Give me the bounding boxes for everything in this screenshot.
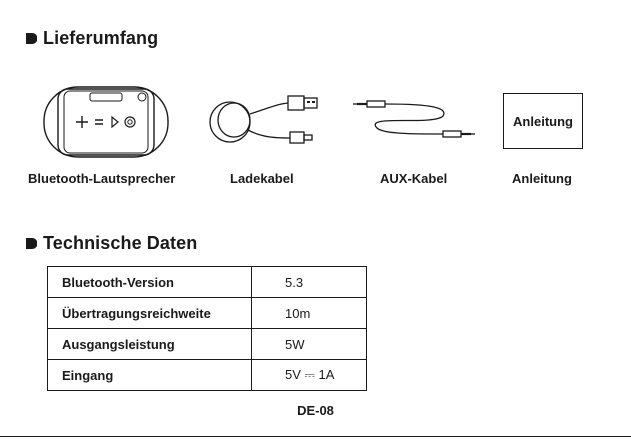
bullet-icon [26, 238, 37, 249]
spec-key: Eingang [48, 360, 252, 391]
spec-key: Bluetooth-Version [48, 267, 252, 298]
bullet-icon [26, 33, 37, 44]
spec-value: 5V ⎓ 1A [252, 360, 367, 391]
section-title-specs-text: Technische Daten [43, 233, 198, 253]
table-row [48, 298, 367, 329]
item-label-aux-cable: AUX-Kabel [380, 171, 448, 186]
speaker-icon [42, 85, 170, 159]
specs-table [47, 266, 367, 391]
section-title-scope [26, 28, 158, 49]
footer-divider [0, 436, 631, 437]
table-row [48, 360, 367, 391]
table-row [48, 329, 367, 360]
item-label-manual: Anleitung [512, 171, 572, 186]
item-label-charging-cable: Ladekabel [230, 171, 294, 186]
aux-cable-icon [353, 96, 475, 146]
spec-key: Übertragungsreichweite [48, 298, 252, 329]
manual-icon [503, 93, 583, 149]
table-row [48, 267, 367, 298]
spec-value: 5.3 [252, 267, 367, 298]
model-number: DE-08 [297, 403, 334, 418]
spec-value: 5W [252, 329, 367, 360]
item-label-speaker: Bluetooth-Lautsprecher [28, 171, 176, 186]
spec-value: 10m [252, 298, 367, 329]
usb-cable-icon [208, 92, 323, 152]
manual-box-text: Anleitung [513, 113, 573, 129]
section-title-specs [26, 233, 197, 254]
section-title-scope-text: Lieferumfang [43, 28, 159, 48]
spec-key: Ausgangsleistung [48, 329, 252, 360]
